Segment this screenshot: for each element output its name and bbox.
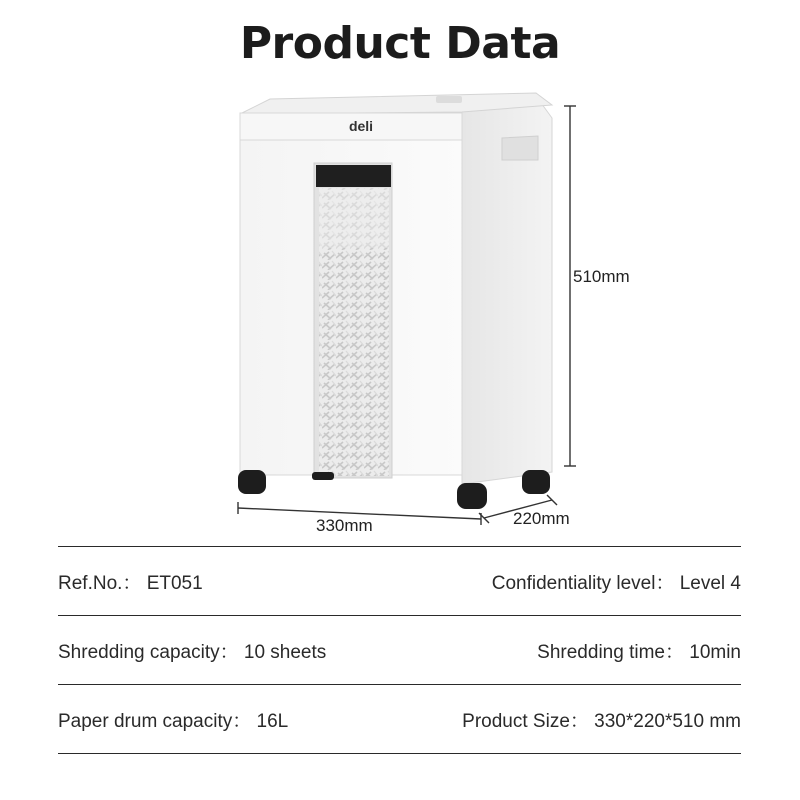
spec-table [58,546,741,754]
height-dimension-label: 510mm [573,267,630,286]
spec-shredding-capacity: Shredding capacity： 10 sheets [58,641,327,663]
spec-shredding-time: Shredding time： 10min [537,641,741,663]
depth-dimension-label: 220mm [513,509,570,528]
spec-row [58,616,741,685]
spec-product-size: Product Size： 330*220*510 mm [462,710,741,732]
width-dimension-label: 330mm [316,516,373,535]
deli-logo: deli [348,118,374,134]
spec-ref-no: Ref.No.： ET051 [58,572,203,594]
spec-paper-drum-capacity: Paper drum capacity： 16L [58,710,289,732]
spec-confidentiality-level: Confidentiality level： Level 4 [491,572,741,594]
page-title: Product Data [239,18,561,69]
shredder-image [220,85,580,535]
spec-row [58,547,741,616]
spec-row [58,685,741,754]
